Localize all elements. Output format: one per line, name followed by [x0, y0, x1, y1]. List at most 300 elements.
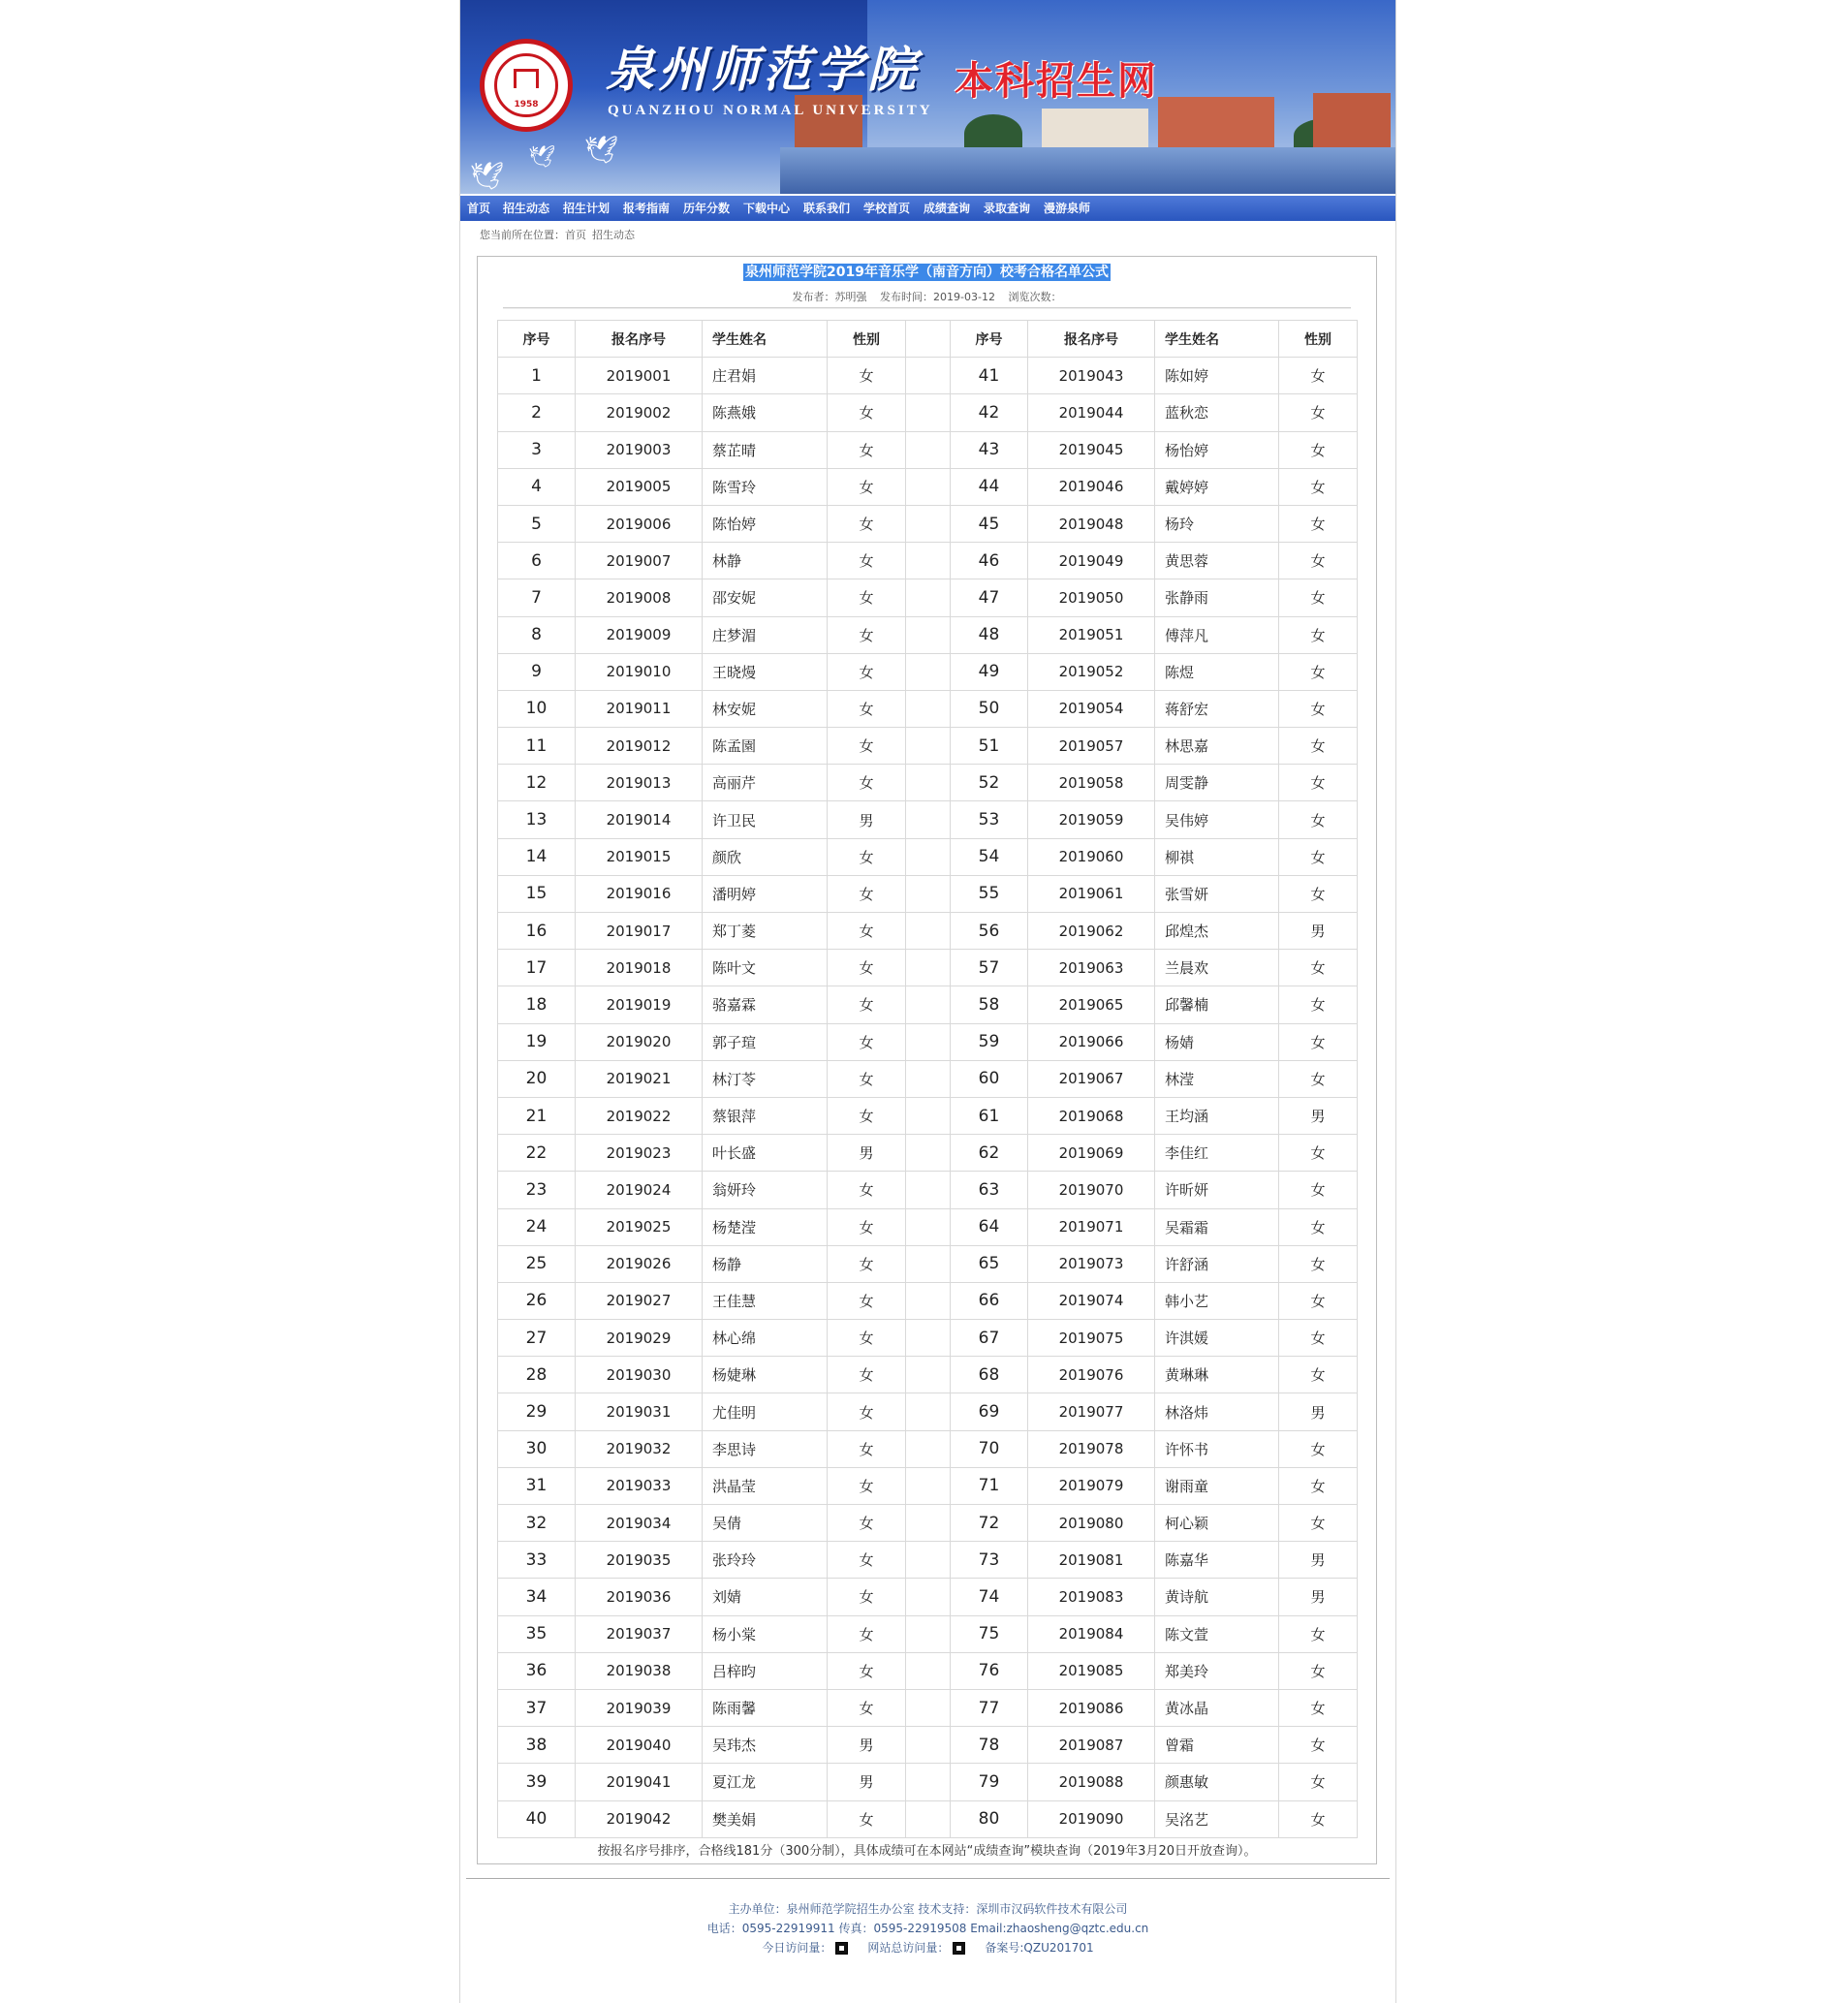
name-cell: 张静雨 — [1155, 579, 1279, 616]
table-row — [498, 986, 1358, 1023]
seq-cell: 1 — [498, 358, 576, 394]
seq-cell: 14 — [498, 838, 576, 875]
name-cell: 洪晶莹 — [703, 1467, 828, 1504]
name-cell: 黄诗航 — [1155, 1579, 1279, 1615]
seq-cell: 26 — [498, 1282, 576, 1319]
gender-cell: 女 — [828, 838, 906, 875]
name-cell: 许卫民 — [703, 801, 828, 838]
gender-cell: 女 — [1279, 1245, 1358, 1282]
table-row — [498, 1172, 1358, 1208]
name-cell: 庄梦湄 — [703, 616, 828, 653]
reg-no-cell: 2019035 — [576, 1542, 703, 1579]
name-cell: 陈雪玲 — [703, 468, 828, 505]
name-cell: 谢雨童 — [1155, 1467, 1279, 1504]
reg-no-cell: 2019008 — [576, 579, 703, 616]
gender-cell: 女 — [828, 1023, 906, 1060]
nav-campus-tour[interactable]: 漫游泉师 — [1044, 202, 1091, 215]
footer-organizer: 主办单位：泉州师范学院招生办公室 技术支持：深圳市汉码软件技术有限公司 — [728, 1902, 1128, 1916]
name-cell: 许舒涵 — [1155, 1245, 1279, 1282]
gender-cell: 女 — [1279, 728, 1358, 765]
spacer-cell — [906, 653, 951, 690]
table-row — [498, 1652, 1358, 1689]
reg-no-cell: 2019068 — [1028, 1097, 1155, 1134]
reg-no-cell: 2019027 — [576, 1282, 703, 1319]
gender-cell: 女 — [828, 1579, 906, 1615]
reg-no-cell: 2019006 — [576, 505, 703, 542]
gender-cell: 女 — [1279, 358, 1358, 394]
article-views: 浏览次数： — [1008, 291, 1062, 303]
name-cell: 杨婧 — [1155, 1023, 1279, 1060]
gender-cell: 女 — [1279, 1689, 1358, 1726]
seq-cell: 39 — [498, 1764, 576, 1800]
table-row — [498, 616, 1358, 653]
name-cell: 邵安妮 — [703, 579, 828, 616]
seq-cell: 53 — [951, 801, 1028, 838]
reg-no-cell: 2019076 — [1028, 1357, 1155, 1393]
seq-cell: 59 — [951, 1023, 1028, 1060]
seq-cell: 5 — [498, 505, 576, 542]
seq-cell: 69 — [951, 1393, 1028, 1430]
article-title: 泉州师范学院2019年音乐学（南音方向）校考合格名单公式 — [745, 265, 1109, 280]
gender-cell: 女 — [1279, 505, 1358, 542]
col-header-gender: 性别 — [1279, 321, 1358, 358]
seq-cell: 13 — [498, 801, 576, 838]
seq-cell: 76 — [951, 1652, 1028, 1689]
table-row — [498, 1727, 1358, 1764]
name-cell: 林汀苓 — [703, 1060, 828, 1097]
reg-no-cell: 2019038 — [576, 1652, 703, 1689]
reg-no-cell: 2019057 — [1028, 728, 1155, 765]
seq-cell: 40 — [498, 1800, 576, 1837]
seq-cell: 34 — [498, 1579, 576, 1615]
gender-cell: 女 — [1279, 1023, 1358, 1060]
spacer-cell — [906, 1467, 951, 1504]
gender-cell: 女 — [828, 358, 906, 394]
spacer-cell — [906, 543, 951, 579]
seq-cell: 79 — [951, 1764, 1028, 1800]
name-cell: 林安妮 — [703, 690, 828, 727]
main-nav — [460, 196, 1395, 221]
name-cell: 蔡芷晴 — [703, 431, 828, 468]
gender-cell: 女 — [1279, 1652, 1358, 1689]
name-cell: 王均涵 — [1155, 1097, 1279, 1134]
table-row — [498, 1245, 1358, 1282]
gender-cell: 女 — [1279, 1467, 1358, 1504]
reg-no-cell: 2019020 — [576, 1023, 703, 1060]
banner-building — [1313, 93, 1391, 147]
seq-cell: 27 — [498, 1320, 576, 1357]
name-cell: 王佳慧 — [703, 1282, 828, 1319]
logo-gate-icon — [514, 69, 539, 88]
reg-no-cell: 2019061 — [1028, 875, 1155, 912]
spacer-cell — [906, 875, 951, 912]
reg-no-cell: 2019088 — [1028, 1764, 1155, 1800]
seq-cell: 23 — [498, 1172, 576, 1208]
seq-cell: 4 — [498, 468, 576, 505]
name-cell: 陈雨馨 — [703, 1689, 828, 1726]
seq-cell: 2 — [498, 394, 576, 431]
seq-cell: 36 — [498, 1652, 576, 1689]
seq-cell: 7 — [498, 579, 576, 616]
breadcrumb — [480, 227, 641, 244]
gender-cell: 女 — [1279, 1615, 1358, 1652]
gender-cell: 女 — [828, 468, 906, 505]
table-row — [498, 1505, 1358, 1542]
reg-no-cell: 2019081 — [1028, 1542, 1155, 1579]
gender-cell: 男 — [1279, 1579, 1358, 1615]
article-publish-time: 发布时间：2019-03-12 — [880, 291, 995, 303]
seq-cell: 75 — [951, 1615, 1028, 1652]
name-cell: 戴婷婷 — [1155, 468, 1279, 505]
table-row — [498, 543, 1358, 579]
name-cell: 蓝秋恋 — [1155, 394, 1279, 431]
gender-cell: 女 — [1279, 1727, 1358, 1764]
table-row — [498, 1060, 1358, 1097]
name-cell: 黄冰晶 — [1155, 1689, 1279, 1726]
reg-no-cell: 2019059 — [1028, 801, 1155, 838]
gender-cell: 女 — [1279, 1172, 1358, 1208]
name-cell: 樊美娟 — [703, 1800, 828, 1837]
gender-cell: 男 — [828, 1764, 906, 1800]
spacer-cell — [906, 838, 951, 875]
name-cell: 刘婧 — [703, 1579, 828, 1615]
reg-no-cell: 2019015 — [576, 838, 703, 875]
seq-cell: 57 — [951, 950, 1028, 986]
reg-no-cell: 2019017 — [576, 913, 703, 950]
name-cell: 王晓熳 — [703, 653, 828, 690]
nav-guide[interactable]: 报考指南 — [623, 202, 671, 215]
name-cell: 杨静 — [703, 1245, 828, 1282]
today-counter-icon — [835, 1942, 848, 1955]
table-row — [498, 765, 1358, 801]
table-row — [498, 505, 1358, 542]
article-meta — [478, 289, 1376, 304]
gender-cell: 女 — [1279, 468, 1358, 505]
table-row — [498, 1320, 1358, 1357]
gender-cell: 女 — [1279, 875, 1358, 912]
table-row — [498, 579, 1358, 616]
seq-cell: 61 — [951, 1097, 1028, 1134]
reg-no-cell: 2019044 — [1028, 394, 1155, 431]
seq-cell: 74 — [951, 1579, 1028, 1615]
table-row — [498, 1615, 1358, 1652]
gender-cell: 女 — [828, 1097, 906, 1134]
reg-no-cell: 2019066 — [1028, 1023, 1155, 1060]
article-title-wrap — [478, 262, 1376, 281]
seq-cell: 64 — [951, 1208, 1028, 1245]
name-cell: 林心绵 — [703, 1320, 828, 1357]
col-header-name: 学生姓名 — [703, 321, 828, 358]
reg-no-cell: 2019029 — [576, 1320, 703, 1357]
gender-cell: 女 — [828, 1393, 906, 1430]
seq-cell: 67 — [951, 1320, 1028, 1357]
gender-cell: 女 — [1279, 986, 1358, 1023]
reg-no-cell: 2019024 — [576, 1172, 703, 1208]
name-cell: 林静 — [703, 543, 828, 579]
seq-cell: 29 — [498, 1393, 576, 1430]
name-cell: 张玲玲 — [703, 1542, 828, 1579]
gender-cell: 女 — [828, 1652, 906, 1689]
name-cell: 林洛炜 — [1155, 1393, 1279, 1430]
seq-cell: 72 — [951, 1505, 1028, 1542]
spacer-cell — [906, 1727, 951, 1764]
gender-cell: 女 — [1279, 1505, 1358, 1542]
gender-cell: 女 — [828, 1320, 906, 1357]
reg-no-cell: 2019036 — [576, 1579, 703, 1615]
gender-cell: 女 — [828, 1615, 906, 1652]
results-table-body — [498, 358, 1358, 1838]
name-cell: 陈如婷 — [1155, 358, 1279, 394]
reg-no-cell: 2019074 — [1028, 1282, 1155, 1319]
gender-cell: 男 — [1279, 913, 1358, 950]
name-cell: 吴玮杰 — [703, 1727, 828, 1764]
reg-no-cell: 2019034 — [576, 1505, 703, 1542]
name-cell: 陈怡婷 — [703, 505, 828, 542]
seq-cell: 19 — [498, 1023, 576, 1060]
nav-admission-plan[interactable]: 招生计划 — [563, 202, 611, 215]
nav-contact[interactable]: 联系我们 — [803, 202, 851, 215]
spacer-cell — [906, 505, 951, 542]
reg-no-cell: 2019005 — [576, 468, 703, 505]
spacer-cell — [906, 1208, 951, 1245]
table-header-row — [498, 321, 1358, 358]
school-name-en: QUANZHOU NORMAL UNIVERSITY — [608, 103, 933, 118]
gender-cell: 女 — [828, 986, 906, 1023]
reg-no-cell: 2019070 — [1028, 1172, 1155, 1208]
reg-no-cell: 2019001 — [576, 358, 703, 394]
results-table — [497, 320, 1358, 1838]
gender-cell: 女 — [828, 1060, 906, 1097]
reg-no-cell: 2019025 — [576, 1208, 703, 1245]
gender-cell: 男 — [1279, 1542, 1358, 1579]
nav-past-scores[interactable]: 历年分数 — [683, 202, 731, 215]
spacer-cell — [906, 1135, 951, 1172]
banner-building — [1158, 97, 1274, 147]
reg-no-cell: 2019060 — [1028, 838, 1155, 875]
nav-admission-query[interactable]: 录取查询 — [984, 202, 1031, 215]
table-row — [498, 468, 1358, 505]
seq-cell: 18 — [498, 986, 576, 1023]
icp-number[interactable]: 备案号:QZU201701 — [985, 1941, 1094, 1955]
seq-cell: 28 — [498, 1357, 576, 1393]
seq-cell: 20 — [498, 1060, 576, 1097]
name-cell: 夏江龙 — [703, 1764, 828, 1800]
reg-no-cell: 2019090 — [1028, 1800, 1155, 1837]
school-logo[interactable] — [480, 39, 573, 132]
today-visits-label: 今日访问量： — [762, 1941, 832, 1955]
table-row — [498, 1467, 1358, 1504]
seq-cell: 63 — [951, 1172, 1028, 1208]
reg-no-cell: 2019010 — [576, 653, 703, 690]
spacer-cell — [906, 1542, 951, 1579]
name-cell: 蒋舒宏 — [1155, 690, 1279, 727]
seq-cell: 30 — [498, 1430, 576, 1467]
seq-cell: 71 — [951, 1467, 1028, 1504]
reg-no-cell: 2019023 — [576, 1135, 703, 1172]
reg-no-cell: 2019054 — [1028, 690, 1155, 727]
seq-cell: 12 — [498, 765, 576, 801]
reg-no-cell: 2019063 — [1028, 950, 1155, 986]
seq-cell: 73 — [951, 1542, 1028, 1579]
seq-cell: 37 — [498, 1689, 576, 1726]
spacer-cell — [906, 1505, 951, 1542]
name-cell: 邱煌杰 — [1155, 913, 1279, 950]
reg-no-cell: 2019052 — [1028, 653, 1155, 690]
seq-cell: 55 — [951, 875, 1028, 912]
article-note: 按报名序号排序，合格线181分（300分制），具体成绩可在本网站“成绩查询”模块查询（2019年3月20日开放查询）。 — [597, 1844, 1257, 1859]
reg-no-cell: 2019080 — [1028, 1505, 1155, 1542]
name-cell: 邱馨楠 — [1155, 986, 1279, 1023]
table-row — [498, 728, 1358, 765]
name-cell: 陈嘉华 — [1155, 1542, 1279, 1579]
name-cell: 高丽芹 — [703, 765, 828, 801]
table-row — [498, 913, 1358, 950]
spacer-cell — [906, 913, 951, 950]
table-row — [498, 358, 1358, 394]
seq-cell: 60 — [951, 1060, 1028, 1097]
page-container — [459, 0, 1396, 2003]
breadcrumb-home-link[interactable]: 首页 — [565, 229, 586, 241]
col-header-spacer — [906, 321, 951, 358]
table-row — [498, 1282, 1358, 1319]
gender-cell: 女 — [828, 1245, 906, 1282]
spacer-cell — [906, 468, 951, 505]
table-row — [498, 1208, 1358, 1245]
table-row — [498, 950, 1358, 986]
reg-no-cell: 2019003 — [576, 431, 703, 468]
name-cell: 柯心颖 — [1155, 1505, 1279, 1542]
dove-icon: 🕊 — [584, 134, 619, 166]
banner-water — [780, 147, 1395, 194]
spacer-cell — [906, 1172, 951, 1208]
name-cell: 许淇媛 — [1155, 1320, 1279, 1357]
seq-cell: 45 — [951, 505, 1028, 542]
breadcrumb-section-link[interactable]: 招生动态 — [592, 229, 635, 241]
spacer-cell — [906, 801, 951, 838]
gender-cell: 女 — [1279, 1135, 1358, 1172]
nav-admission-news[interactable]: 招生动态 — [503, 202, 550, 215]
total-counter-icon — [953, 1942, 965, 1955]
gender-cell: 女 — [828, 579, 906, 616]
seq-cell: 49 — [951, 653, 1028, 690]
reg-no-cell: 2019073 — [1028, 1245, 1155, 1282]
school-name-cn: 泉州师范学院 — [606, 41, 920, 98]
col-header-seq: 序号 — [498, 321, 576, 358]
name-cell: 陈孟園 — [703, 728, 828, 765]
name-cell: 杨怡婷 — [1155, 431, 1279, 468]
seq-cell: 68 — [951, 1357, 1028, 1393]
reg-no-cell: 2019002 — [576, 394, 703, 431]
spacer-cell — [906, 1430, 951, 1467]
gender-cell: 女 — [1279, 950, 1358, 986]
table-row — [498, 653, 1358, 690]
nav-downloads[interactable]: 下载中心 — [743, 202, 791, 215]
col-header-seq: 序号 — [951, 321, 1028, 358]
reg-no-cell: 2019039 — [576, 1689, 703, 1726]
seq-cell: 17 — [498, 950, 576, 986]
reg-no-cell: 2019016 — [576, 875, 703, 912]
reg-no-cell: 2019069 — [1028, 1135, 1155, 1172]
spacer-cell — [906, 1579, 951, 1615]
nav-school-home[interactable]: 学校首页 — [863, 202, 911, 215]
spacer-cell — [906, 1393, 951, 1430]
spacer-cell — [906, 1764, 951, 1800]
gender-cell: 女 — [828, 394, 906, 431]
gender-cell: 女 — [828, 616, 906, 653]
seq-cell: 3 — [498, 431, 576, 468]
seq-cell: 16 — [498, 913, 576, 950]
seq-cell: 54 — [951, 838, 1028, 875]
gender-cell: 男 — [1279, 1393, 1358, 1430]
name-cell: 吴洺艺 — [1155, 1800, 1279, 1837]
table-row — [498, 801, 1358, 838]
spacer-cell — [906, 765, 951, 801]
table-row — [498, 1097, 1358, 1134]
name-cell: 张雪妍 — [1155, 875, 1279, 912]
nav-home[interactable]: 首页 — [467, 202, 491, 215]
seq-cell: 38 — [498, 1727, 576, 1764]
banner-building — [1042, 109, 1148, 147]
seq-cell: 10 — [498, 690, 576, 727]
spacer-cell — [906, 986, 951, 1023]
col-header-reg-no: 报名序号 — [576, 321, 703, 358]
gender-cell: 女 — [828, 543, 906, 579]
reg-no-cell: 2019031 — [576, 1393, 703, 1430]
nav-score-query[interactable]: 成绩查询 — [924, 202, 971, 215]
gender-cell: 女 — [1279, 653, 1358, 690]
name-cell: 黄思蓉 — [1155, 543, 1279, 579]
gender-cell: 女 — [828, 1208, 906, 1245]
name-cell: 颜欣 — [703, 838, 828, 875]
reg-no-cell: 2019043 — [1028, 358, 1155, 394]
gender-cell: 女 — [1279, 801, 1358, 838]
name-cell: 陈叶文 — [703, 950, 828, 986]
reg-no-cell: 2019077 — [1028, 1393, 1155, 1430]
reg-no-cell: 2019037 — [576, 1615, 703, 1652]
reg-no-cell: 2019067 — [1028, 1060, 1155, 1097]
gender-cell: 女 — [828, 1800, 906, 1837]
reg-no-cell: 2019018 — [576, 950, 703, 986]
reg-no-cell: 2019030 — [576, 1357, 703, 1393]
site-title: 本科招生网 — [955, 59, 1158, 104]
gender-cell: 女 — [1279, 838, 1358, 875]
name-cell: 郭子瑄 — [703, 1023, 828, 1060]
spacer-cell — [906, 690, 951, 727]
seq-cell: 70 — [951, 1430, 1028, 1467]
spacer-cell — [906, 1615, 951, 1652]
reg-no-cell: 2019086 — [1028, 1689, 1155, 1726]
gender-cell: 女 — [1279, 1320, 1358, 1357]
table-row — [498, 1023, 1358, 1060]
reg-no-cell: 2019071 — [1028, 1208, 1155, 1245]
name-cell: 吴霜霜 — [1155, 1208, 1279, 1245]
col-header-name: 学生姓名 — [1155, 321, 1279, 358]
reg-no-cell: 2019032 — [576, 1430, 703, 1467]
reg-no-cell: 2019012 — [576, 728, 703, 765]
gender-cell: 女 — [828, 765, 906, 801]
reg-no-cell: 2019019 — [576, 986, 703, 1023]
table-row — [498, 1542, 1358, 1579]
seq-cell: 47 — [951, 579, 1028, 616]
name-cell: 林滢 — [1155, 1060, 1279, 1097]
name-cell: 柳祺 — [1155, 838, 1279, 875]
article-divider — [503, 307, 1351, 309]
name-cell: 傅萍凡 — [1155, 616, 1279, 653]
reg-no-cell: 2019085 — [1028, 1652, 1155, 1689]
name-cell: 兰晨欢 — [1155, 950, 1279, 986]
reg-no-cell: 2019087 — [1028, 1727, 1155, 1764]
reg-no-cell: 2019046 — [1028, 468, 1155, 505]
